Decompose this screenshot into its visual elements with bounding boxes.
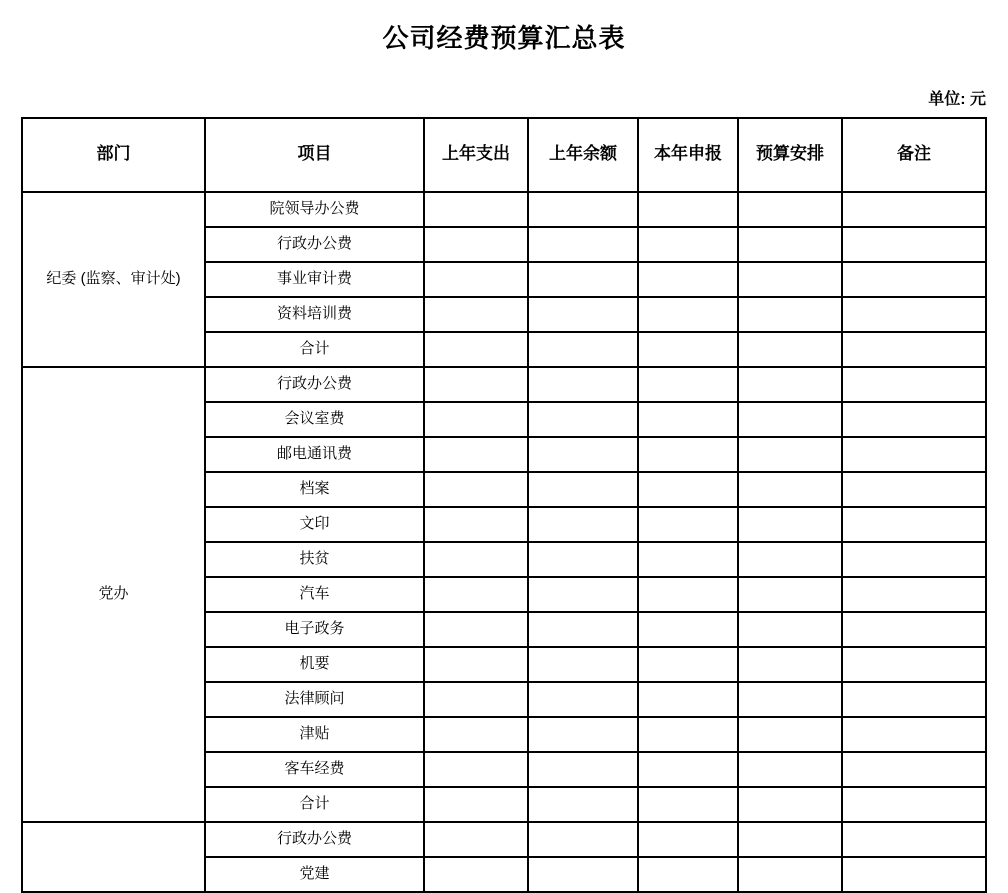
table-row — [22, 822, 986, 857]
item-cell: 文印 — [205, 507, 424, 542]
remark-cell[interactable] — [842, 822, 986, 857]
prev-balance-cell[interactable] — [528, 647, 638, 682]
remark-cell[interactable] — [842, 507, 986, 542]
table-header — [22, 118, 986, 192]
budget-plan-cell[interactable] — [738, 507, 842, 542]
remark-cell[interactable] — [842, 227, 986, 262]
prev-expense-cell[interactable] — [424, 262, 528, 297]
remark-cell[interactable] — [842, 402, 986, 437]
prev-balance-cell[interactable] — [528, 262, 638, 297]
item-cell: 扶贫 — [205, 542, 424, 577]
this-year-apply-cell[interactable] — [638, 857, 738, 892]
prev-expense-cell[interactable] — [424, 647, 528, 682]
prev-expense-cell[interactable] — [424, 192, 528, 227]
prev-expense-cell[interactable] — [424, 472, 528, 507]
item-cell: 电子政务 — [205, 612, 424, 647]
budget-plan-cell[interactable] — [738, 227, 842, 262]
prev-balance-cell[interactable] — [528, 752, 638, 787]
prev-balance-cell[interactable] — [528, 332, 638, 367]
this-year-apply-cell[interactable] — [638, 752, 738, 787]
department-cell: 纪委 (监察、审计处) — [22, 192, 205, 367]
page-title: 公司经费预算汇总表 — [382, 23, 626, 53]
document-page — [0, 22, 1008, 883]
budget-plan-cell[interactable] — [738, 297, 842, 332]
remark-cell[interactable] — [842, 787, 986, 822]
this-year-apply-cell[interactable] — [638, 297, 738, 332]
prev-balance-cell[interactable] — [528, 682, 638, 717]
budget-plan-cell[interactable] — [738, 367, 842, 402]
prev-expense-cell[interactable] — [424, 227, 528, 262]
table-body — [22, 192, 986, 892]
this-year-apply-cell[interactable] — [638, 507, 738, 542]
budget-plan-cell[interactable] — [738, 402, 842, 437]
prev-expense-cell[interactable] — [424, 822, 528, 857]
remark-cell[interactable] — [842, 857, 986, 892]
department-cell: 党办 — [22, 367, 205, 822]
prev-expense-cell[interactable] — [424, 297, 528, 332]
this-year-apply-cell[interactable] — [638, 647, 738, 682]
this-year-apply-cell[interactable] — [638, 192, 738, 227]
prev-balance-cell[interactable] — [528, 227, 638, 262]
prev-balance-cell[interactable] — [528, 612, 638, 647]
item-cell: 行政办公费 — [205, 227, 424, 262]
item-cell: 汽车 — [205, 577, 424, 612]
item-cell: 合计 — [205, 787, 424, 822]
column-header-budget-plan: 预算安排 — [738, 118, 842, 192]
remark-cell[interactable] — [842, 682, 986, 717]
budget-table — [21, 117, 987, 893]
this-year-apply-cell[interactable] — [638, 472, 738, 507]
column-header-prev-balance: 上年余额 — [528, 118, 638, 192]
prev-expense-cell[interactable] — [424, 332, 528, 367]
prev-expense-cell[interactable] — [424, 787, 528, 822]
remark-cell[interactable] — [842, 472, 986, 507]
prev-expense-cell[interactable] — [424, 542, 528, 577]
prev-balance-cell[interactable] — [528, 507, 638, 542]
column-header-remark: 备注 — [842, 118, 986, 192]
remark-cell[interactable] — [842, 367, 986, 402]
prev-balance-cell[interactable] — [528, 577, 638, 612]
item-cell: 院领导办公费 — [205, 192, 424, 227]
remark-cell[interactable] — [842, 542, 986, 577]
this-year-apply-cell[interactable] — [638, 612, 738, 647]
item-cell: 津贴 — [205, 717, 424, 752]
budget-plan-cell[interactable] — [738, 472, 842, 507]
prev-balance-cell[interactable] — [528, 402, 638, 437]
item-cell: 机要 — [205, 647, 424, 682]
column-header-this-year-apply: 本年申报 — [638, 118, 738, 192]
column-header-prev-expense: 上年支出 — [424, 118, 528, 192]
prev-expense-cell[interactable] — [424, 437, 528, 472]
prev-balance-cell[interactable] — [528, 297, 638, 332]
prev-balance-cell[interactable] — [528, 192, 638, 227]
unit-label: 单位: 元 — [928, 90, 986, 108]
remark-cell[interactable] — [842, 192, 986, 227]
this-year-apply-cell[interactable] — [638, 227, 738, 262]
prev-expense-cell[interactable] — [424, 612, 528, 647]
item-cell: 行政办公费 — [205, 367, 424, 402]
item-cell: 资料培训费 — [205, 297, 424, 332]
this-year-apply-cell[interactable] — [638, 262, 738, 297]
budget-plan-cell[interactable] — [738, 612, 842, 647]
item-cell: 会议室费 — [205, 402, 424, 437]
item-cell: 档案 — [205, 472, 424, 507]
remark-cell[interactable] — [842, 437, 986, 472]
prev-balance-cell[interactable] — [528, 717, 638, 752]
table-row — [22, 192, 986, 227]
prev-balance-cell[interactable] — [528, 822, 638, 857]
this-year-apply-cell[interactable] — [638, 577, 738, 612]
budget-plan-cell[interactable] — [738, 192, 842, 227]
budget-plan-cell[interactable] — [738, 857, 842, 892]
this-year-apply-cell[interactable] — [638, 682, 738, 717]
item-cell: 合计 — [205, 332, 424, 367]
prev-expense-cell[interactable] — [424, 682, 528, 717]
remark-cell[interactable] — [842, 297, 986, 332]
item-cell: 客车经费 — [205, 752, 424, 787]
item-cell: 邮电通讯费 — [205, 437, 424, 472]
column-header-item: 项目 — [205, 118, 424, 192]
remark-cell[interactable] — [842, 577, 986, 612]
department-cell — [22, 822, 205, 892]
budget-plan-cell[interactable] — [738, 647, 842, 682]
remark-cell[interactable] — [842, 262, 986, 297]
this-year-apply-cell[interactable] — [638, 437, 738, 472]
remark-cell[interactable] — [842, 752, 986, 787]
prev-expense-cell[interactable] — [424, 857, 528, 892]
prev-balance-cell[interactable] — [528, 542, 638, 577]
budget-plan-cell[interactable] — [738, 262, 842, 297]
item-cell: 法律顾问 — [205, 682, 424, 717]
prev-expense-cell[interactable] — [424, 507, 528, 542]
budget-plan-cell[interactable] — [738, 787, 842, 822]
budget-plan-cell[interactable] — [738, 542, 842, 577]
item-cell: 行政办公费 — [205, 822, 424, 857]
budget-plan-cell[interactable] — [738, 822, 842, 857]
table-header-row — [22, 118, 986, 192]
item-cell: 事业审计费 — [205, 262, 424, 297]
this-year-apply-cell[interactable] — [638, 542, 738, 577]
prev-balance-cell[interactable] — [528, 367, 638, 402]
remark-cell[interactable] — [842, 332, 986, 367]
budget-plan-cell[interactable] — [738, 437, 842, 472]
remark-cell[interactable] — [842, 647, 986, 682]
prev-balance-cell[interactable] — [528, 437, 638, 472]
this-year-apply-cell[interactable] — [638, 332, 738, 367]
prev-expense-cell[interactable] — [424, 752, 528, 787]
budget-plan-cell[interactable] — [738, 682, 842, 717]
remark-cell[interactable] — [842, 612, 986, 647]
prev-expense-cell[interactable] — [424, 577, 528, 612]
prev-balance-cell[interactable] — [528, 472, 638, 507]
table-row — [22, 367, 986, 402]
this-year-apply-cell[interactable] — [638, 402, 738, 437]
this-year-apply-cell[interactable] — [638, 822, 738, 857]
budget-plan-cell[interactable] — [738, 717, 842, 752]
budget-plan-cell[interactable] — [738, 752, 842, 787]
budget-plan-cell[interactable] — [738, 332, 842, 367]
this-year-apply-cell[interactable] — [638, 367, 738, 402]
prev-expense-cell[interactable] — [424, 367, 528, 402]
item-cell: 党建 — [205, 857, 424, 892]
budget-plan-cell[interactable] — [738, 577, 842, 612]
prev-expense-cell[interactable] — [424, 402, 528, 437]
column-header-department: 部门 — [22, 118, 205, 192]
this-year-apply-cell[interactable] — [638, 787, 738, 822]
prev-balance-cell[interactable] — [528, 857, 638, 892]
prev-expense-cell[interactable] — [424, 717, 528, 752]
prev-balance-cell[interactable] — [528, 787, 638, 822]
this-year-apply-cell[interactable] — [638, 717, 738, 752]
remark-cell[interactable] — [842, 717, 986, 752]
